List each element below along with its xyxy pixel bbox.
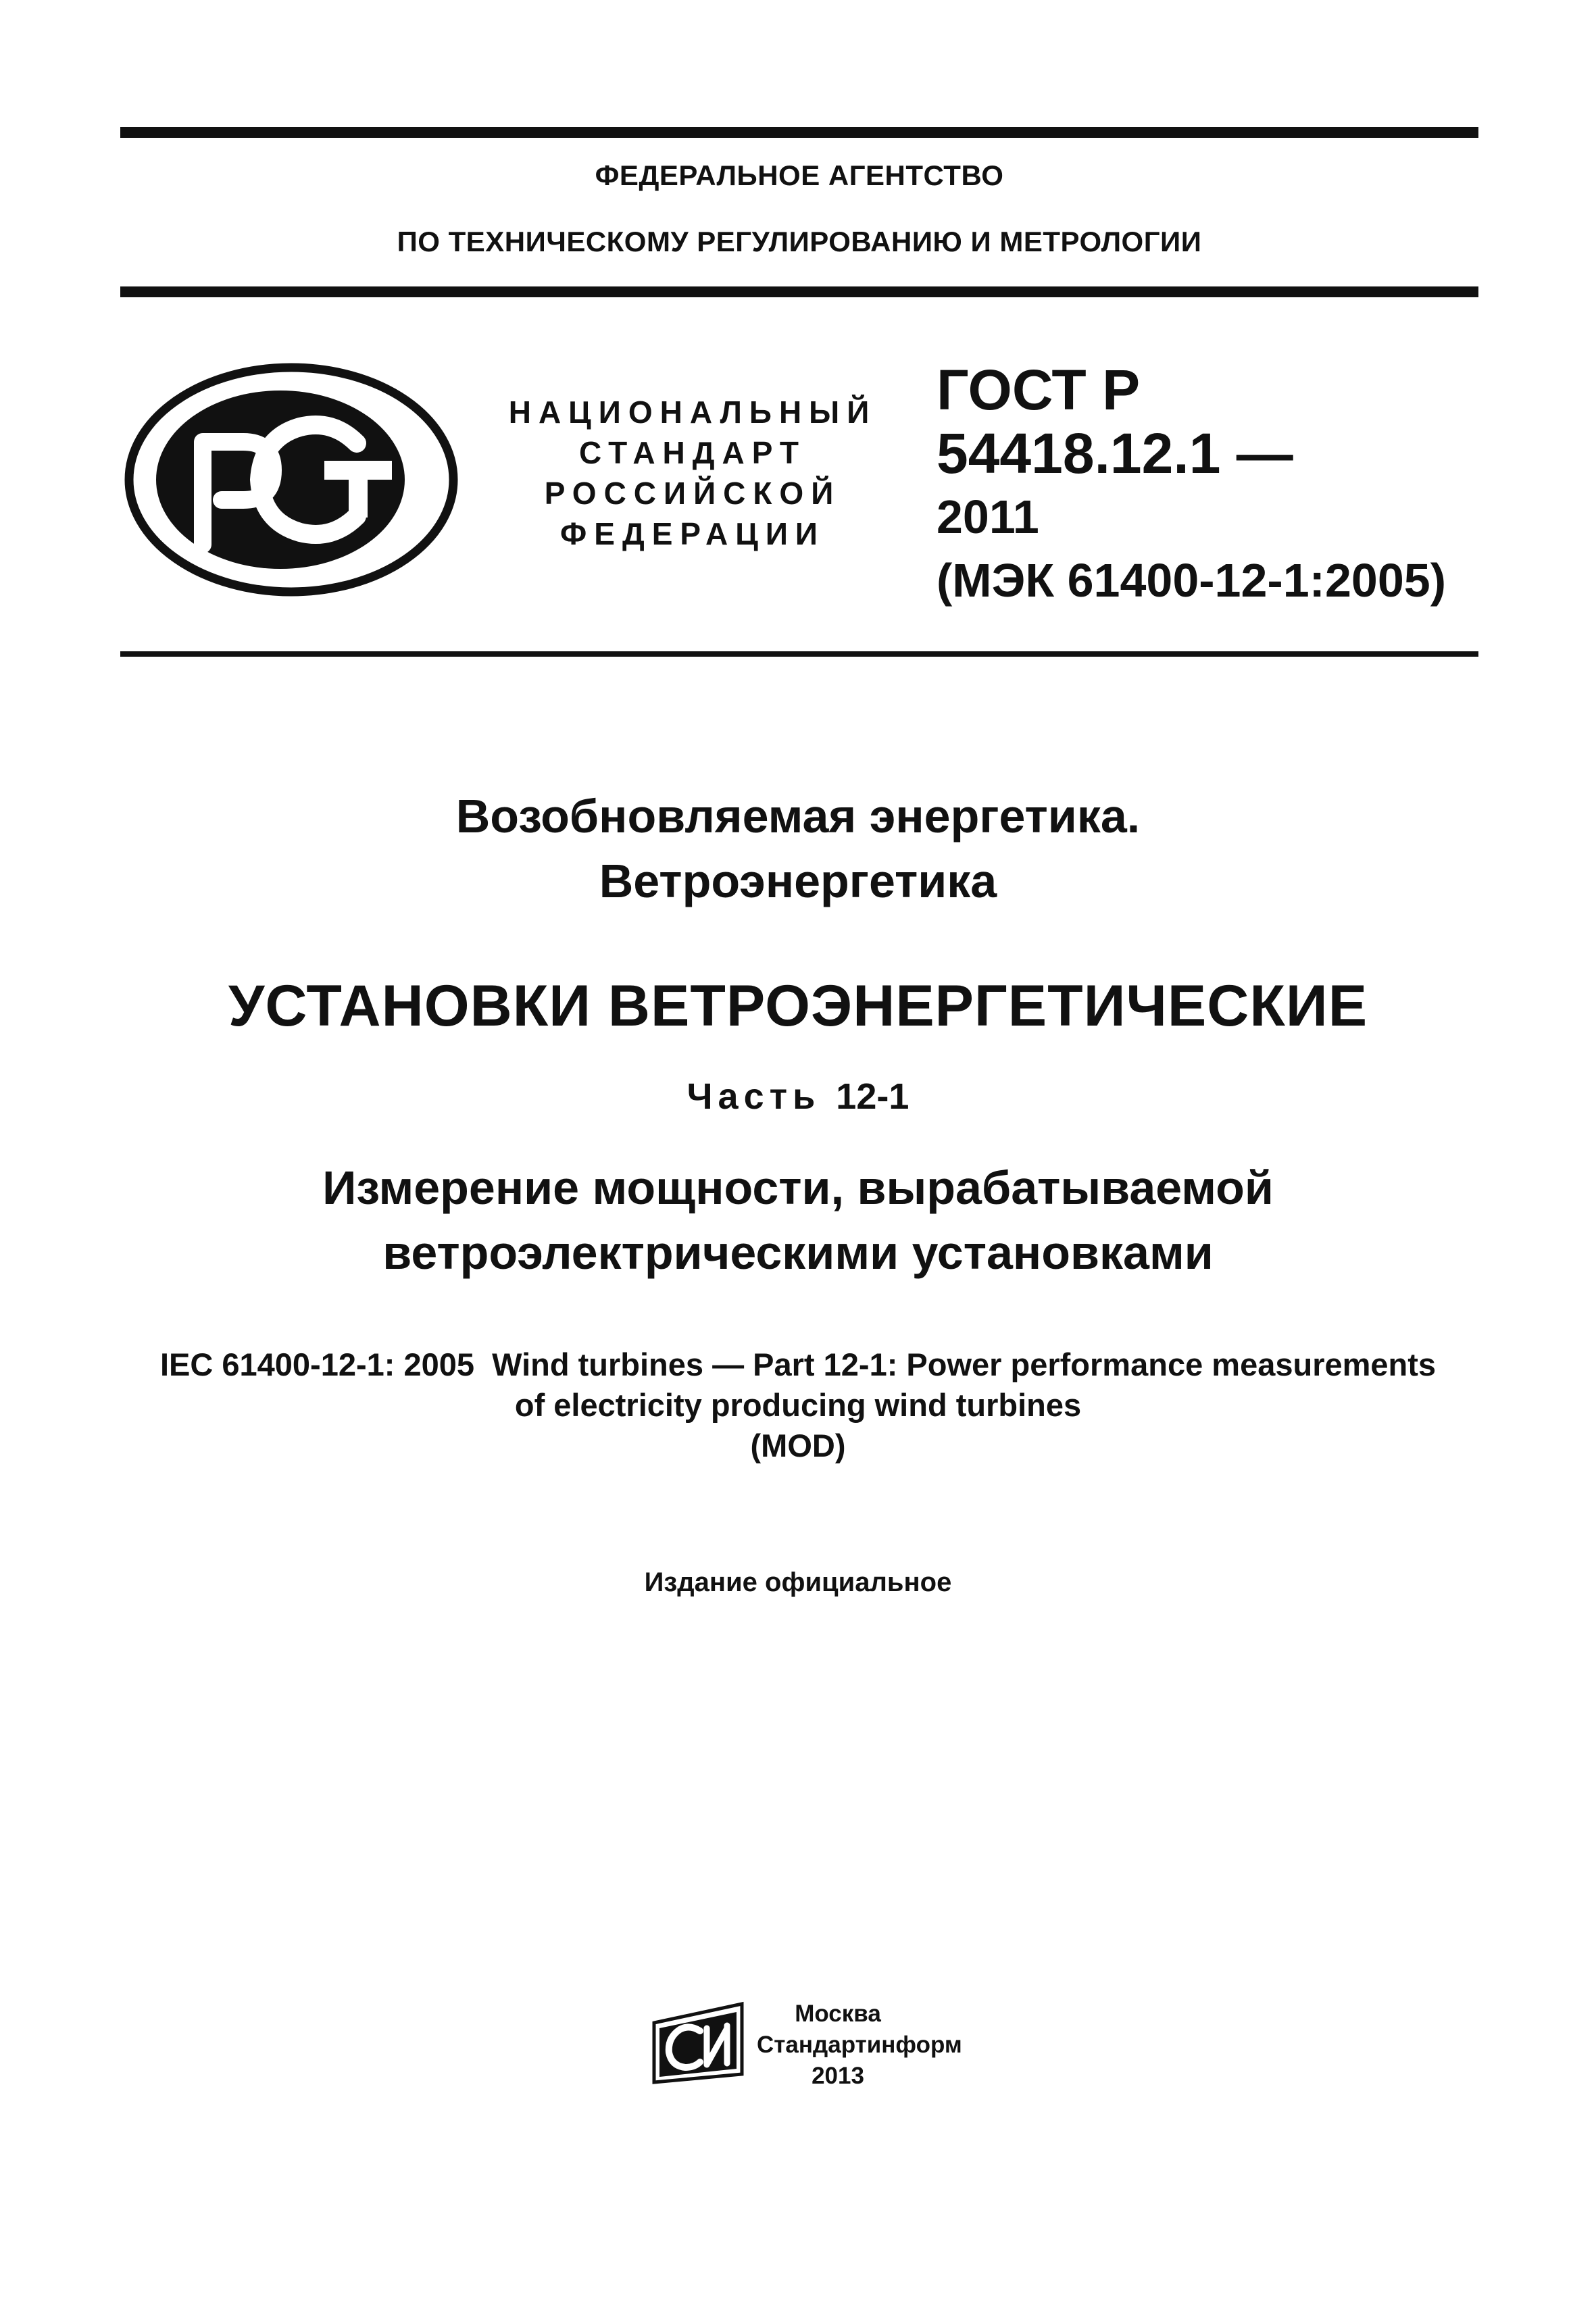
national-standard-label [476, 392, 909, 554]
national-standard-line-1: НАЦИОНАЛЬНЫЙ [508, 395, 877, 430]
part-word: Часть [687, 1076, 821, 1117]
national-standard-line-4: ФЕДЕРАЦИИ [560, 516, 825, 551]
agency-line-2: ПО ТЕХНИЧЕСКОМУ РЕГУЛИРОВАНИЮ И МЕТРОЛОГИИ [397, 226, 1202, 257]
iec-reference [81, 1344, 1515, 1466]
iec-reference-line-2: of electricity producing wind turbines [514, 1387, 1082, 1423]
designation-year: 2011 [937, 491, 1039, 543]
part-title [81, 1155, 1515, 1285]
subtitle-line-2: Ветроэнергетика [599, 855, 997, 907]
national-standard-line-3: РОССИЙСКОЙ [544, 476, 841, 511]
header-divider [120, 286, 1478, 297]
publisher-name: Стандартинформ [757, 2032, 962, 2058]
top-divider [120, 127, 1478, 138]
subtitle-line-1: Возобновляемая энергетика. [455, 790, 1141, 842]
part-number: 12-1 [836, 1076, 909, 1117]
part-label [81, 1076, 1515, 1117]
standard-designation [937, 358, 1477, 612]
part-title-line-2: ветроэлектрическими установками [382, 1226, 1214, 1279]
designation-divider [120, 651, 1478, 657]
designation-gost: ГОСТ Р [937, 358, 1141, 422]
publisher-city: Москва [795, 2001, 881, 2027]
document-subtitle [81, 784, 1515, 913]
iec-reference-line-3: (MOD) [750, 1428, 846, 1463]
publisher-year: 2013 [812, 2063, 864, 2089]
publisher-block [757, 1998, 962, 2092]
edition-label: Издание официальное [644, 1567, 952, 1597]
part-title-line-1: Измерение мощности, вырабатываемой [322, 1161, 1274, 1214]
rst-certification-mark-icon [123, 362, 459, 597]
designation-iec: (МЭК 61400-12-1:2005) [937, 554, 1447, 607]
designation-number: 54418.12.1 — [937, 422, 1293, 485]
standartinform-logo-icon [647, 1998, 749, 2088]
national-standard-line-2: СТАНДАРТ [579, 435, 806, 470]
document-title: УСТАНОВКИ ВЕТРОЭНЕРГЕТИЧЕСКИЕ [228, 974, 1368, 1038]
agency-line-1: ФЕДЕРАЛЬНОЕ АГЕНТСТВО [595, 159, 1004, 191]
iec-reference-line-1: IEC 61400-12-1: 2005 Wind turbines — Part 12-1: Power performance measurements [159, 1347, 1437, 1382]
